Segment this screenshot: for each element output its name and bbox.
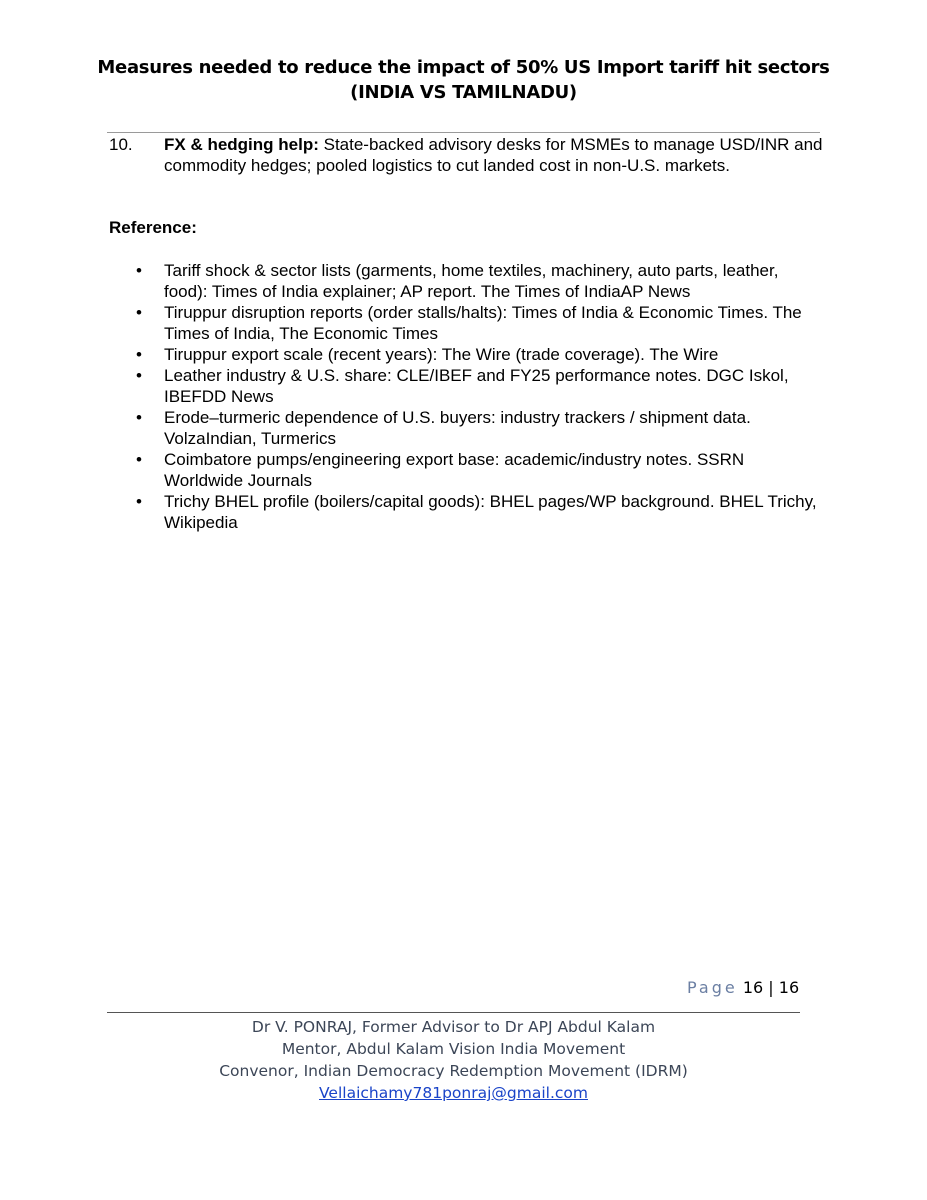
footer-author: Dr V. PONRAJ, Former Advisor to Dr APJ Abdul Kalam bbox=[251, 1018, 656, 1036]
item-text: State-backed advisory desks for MSMEs to manage USD/INR and commodity hedges; pooled logistics to cut landed cost in non-U.S. markets. bbox=[164, 135, 823, 175]
document-title: Measures needed to reduce the impact of 50% US Import tariff hit sectors bbox=[97, 57, 830, 78]
reference-heading: Reference: bbox=[109, 218, 197, 237]
list-item bbox=[136, 344, 824, 365]
page-footer bbox=[0, 1016, 907, 1104]
bullet-icon: • bbox=[136, 450, 142, 469]
reference-text: Tiruppur disruption reports (order stalls/halts): Times of India & Economic Times. The Times of India, The Economic Times bbox=[164, 303, 802, 343]
page-total: 16 bbox=[778, 978, 800, 997]
reference-text: Tariff shock & sector lists (garments, home textiles, machinery, auto parts, leather, food): Times of India explainer; AP report. The Times of IndiaAP News bbox=[164, 261, 779, 301]
footer-mentor: Mentor, Abdul Kalam Vision India Movement bbox=[281, 1040, 626, 1058]
document-header bbox=[0, 55, 927, 105]
reference-text: Leather industry & U.S. share: CLE/IBEF and FY25 performance notes. DGC Iskol, IBEFDD News bbox=[164, 366, 789, 406]
reference-text: Trichy BHEL profile (boilers/capital goods): BHEL pages/WP background. BHEL Trichy, Wikipedia bbox=[164, 492, 817, 532]
footer-convenor: Convenor, Indian Democracy Redemption Movement (IDRM) bbox=[219, 1062, 688, 1080]
list-item bbox=[136, 491, 824, 533]
page-number bbox=[687, 978, 799, 998]
reference-list bbox=[136, 260, 824, 533]
bullet-icon: • bbox=[136, 303, 142, 322]
document-subtitle: (INDIA VS TAMILNADU) bbox=[350, 82, 577, 103]
bullet-icon: • bbox=[136, 261, 142, 280]
reference-text: Erode–turmeric dependence of U.S. buyers: industry trackers / shipment data. VolzaIndian, Turmerics bbox=[164, 408, 751, 448]
reference-text: Tiruppur export scale (recent years): The Wire (trade coverage). The Wire bbox=[164, 345, 719, 364]
page-current: 16 bbox=[742, 978, 764, 997]
page-separator: | bbox=[768, 978, 774, 997]
bullet-icon: • bbox=[136, 492, 142, 511]
bullet-icon: • bbox=[136, 366, 142, 385]
footer-divider bbox=[107, 1012, 800, 1013]
bullet-icon: • bbox=[136, 408, 142, 427]
header-divider bbox=[107, 132, 820, 133]
list-item bbox=[136, 407, 824, 449]
list-item bbox=[136, 449, 824, 491]
footer-email-link[interactable]: Vellaichamy781ponraj@gmail.com bbox=[319, 1084, 588, 1102]
numbered-item-10 bbox=[109, 134, 824, 176]
reference-text: Coimbatore pumps/engineering export base: academic/industry notes. SSRN Worldwide Journals bbox=[164, 450, 745, 490]
item-body bbox=[164, 134, 824, 176]
list-item bbox=[136, 302, 824, 344]
list-item bbox=[136, 365, 824, 407]
item-number: 10. bbox=[109, 135, 133, 154]
page-label: Page bbox=[687, 978, 738, 997]
bullet-icon: • bbox=[136, 345, 142, 364]
list-item bbox=[136, 260, 824, 302]
item-bold-lead: FX & hedging help: bbox=[164, 135, 319, 154]
